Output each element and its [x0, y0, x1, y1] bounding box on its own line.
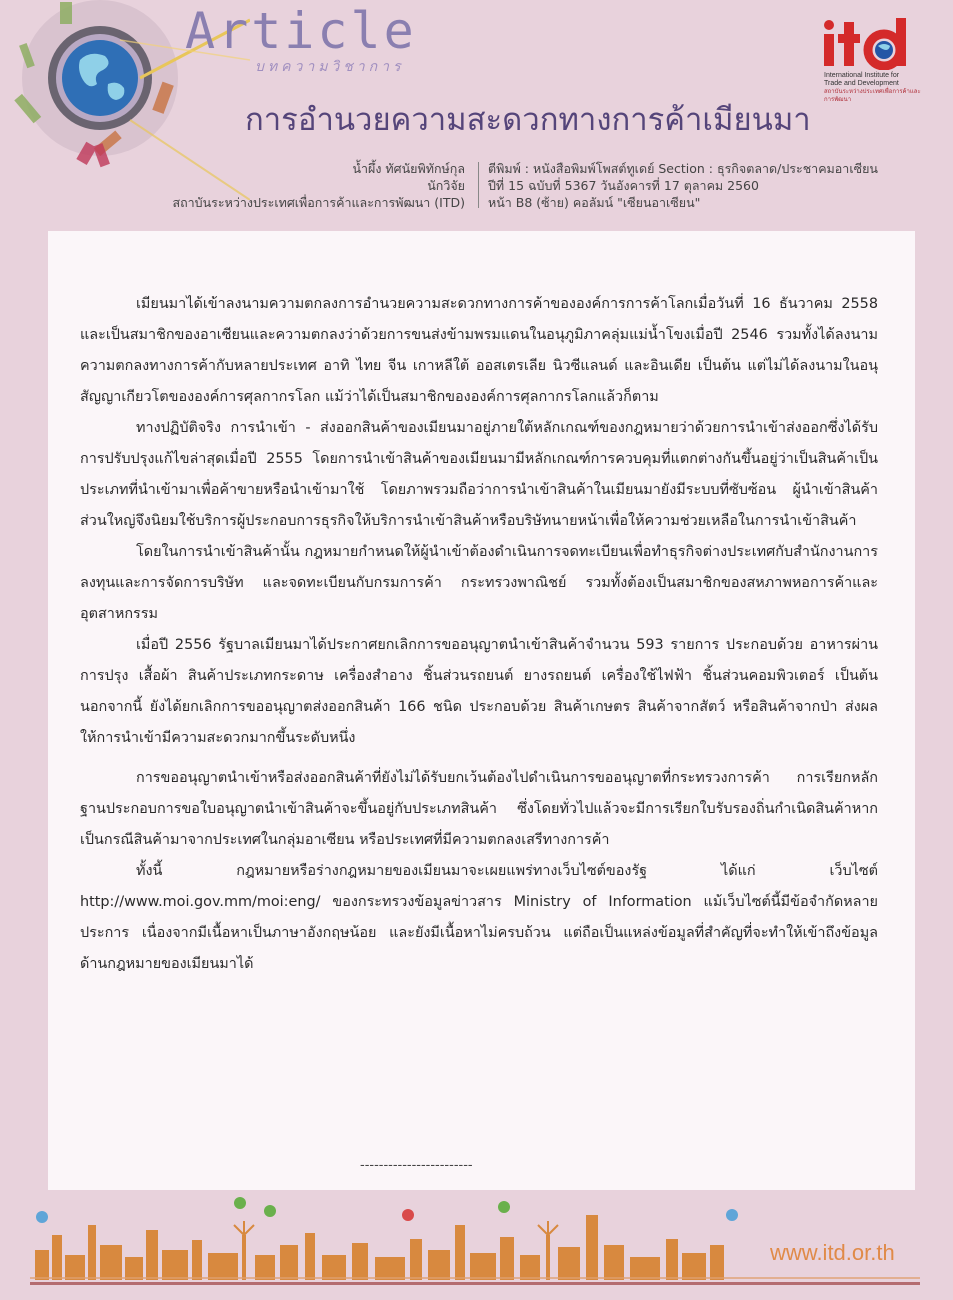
footer-website-link[interactable]: www.itd.or.th — [770, 1240, 895, 1265]
logo-caption — [824, 72, 922, 104]
itd-logo — [822, 18, 922, 103]
header-divider — [478, 162, 479, 208]
article-content — [80, 289, 878, 980]
paragraph-6: ทั้งนี้ กฎหมายหรือร่างกฎหมายของเมียนมาจะเผยแพร่ทางเว็บไซต์ของรัฐ ได้แก่ เว็บไซต์ http://www.moi.gov.mm/moi:eng/ ของกระทรวงข้อมูลข่าวสาร Ministry of Information แม้เว็บไซต์นี้มีข้อจำกัดหลายประการ เนื่องจากมีเนื้อหาเป็นภาษาอังกฤษน้อย และยังมีเนื้อหาไม่ครบถ้วน แต่ถือเป็นแหล่งข้อมูลที่สำคัญที่จะทำให้เข้าถึงข้อมูลด้านกฎหมายของเมียนมาได้ — [80, 863, 878, 972]
paragraph-4: เมื่อปี 2556 รัฐบาลเมียนมาได้ประกาศยกเลิกการขออนุญาตนำเข้าสินค้าจำนวน 593 รายการ ประกอบด้วย อาหารผ่านการปรุง เสื้อผ้า สินค้าประเภทกระดาษ เครื่องสำอาง ชิ้นส่วนรถยนต์ ยางรถยนต์ เครื่องใช้ไฟฟ้า ชิ้นส่วนคอมพิวเตอร์ เป็นต้น นอกจากนี้ ยังได้ยกเลิกการขออนุญาตส่งออกสินค้า 166 ชนิด ประกอบด้วย สินค้าเกษตร สินค้าจากสัตว์ หรือสินค้าจากป่า ส่งผลให้การนำเข้ามีความสะดวกมากขึ้นระดับหนึ่ง — [80, 637, 878, 746]
paragraph-1: เมียนมาได้เข้าลงนามความตกลงการอำนวยความสะดวกทางการค้าขององค์การการค้าโลกเมื่อวันที่ 16 ธันวาคม 2558 และเป็นสมาชิกของอาเซียนและความตกลงว่าด้วยการขนส่งข้ามพรมแดนในอนุภูมิภาคลุ่มแม่น้ำโขงเมื่อปี 2546 รวมทั้งได้ลงนามความตกลงทางการค้ากับหลายประเทศ อาทิ ไทย จีน เกาหลีใต้ ออสเตรเลีย นิวซีแลนด์ และอินเดีย เป็นต้น แต่ไม่ได้ลงนามในอนุสัญญาเกียวโตขององค์การศุลกากรโลก แม้ว่าได้เป็นสมาชิกขององค์การศุลกากรโลกแล้วก็ตาม — [80, 296, 878, 405]
footer-accent-bar — [30, 1277, 920, 1279]
paragraph-3: โดยในการนำเข้าสินค้านั้น กฎหมายกำหนดให้ผู้นำเข้าต้องดำเนินการจดทะเบียนเพื่อทำธุรกิจต่างประเทศกับสำนักงานการลงทุนและการจัดการบริษัท และจดทะเบียนกับกรมการค้า กระทรวงพาณิชย์ รวมทั้งต้องเป็นสมาชิกของสหภาพหอการค้าและอุตสาหกรรม — [80, 544, 878, 622]
publication-line-2: ปีที่ 15 ฉบับที่ 5367 วันอังคารที่ 17 ตุลาคม 2560 — [488, 178, 759, 193]
logo-caption-th: สถาบันระหว่างประเทศเพื่อการค้าและการพัฒนา — [824, 89, 921, 103]
itd-logo-mark — [822, 18, 922, 70]
author-block — [172, 160, 465, 211]
article-body-panel — [48, 231, 915, 1190]
footer-skyline-graphic — [30, 1195, 750, 1285]
logo-caption-en-1: International Institute for — [824, 72, 900, 79]
publication-block — [488, 160, 878, 211]
author-name: น้ำผึ้ง ทัศนัยพิทักษ์กุล — [352, 161, 465, 176]
article-heading: Article — [185, 2, 417, 60]
logo-caption-en-2: Trade and Development — [824, 80, 899, 87]
end-rule: ------------------------ — [360, 1158, 473, 1173]
paragraph-5: การขออนุญาตนำเข้าหรือส่งออกสินค้าที่ยังไม่ได้รับยกเว้นต้องไปดำเนินการขออนุญาตที่กระทรวงการค้า การเรียกหลักฐานประกอบการขอใบอนุญาตนำเข้าสินค้าจะขึ้นอยู่กับประเภทสินค้า ซึ่งโดยทั่วไปแล้วจะมีการเรียกใบรับรองถิ่นกำเนิดสินค้าหากเป็นกรณีสินค้ามาจากประเทศในกลุ่มอาเซียน หรือประเทศที่มีความตกลงเสรีทางการค้า — [80, 770, 878, 848]
page-title: การอำนวยความสะดวกทางการค้าเมียนมา — [245, 102, 811, 138]
author-org: สถาบันระหว่างประเทศเพื่อการค้าและการพัฒนา (ITD) — [172, 195, 465, 210]
article-subheading: บทความวิชาการ — [255, 59, 405, 75]
footer-bar — [30, 1282, 920, 1285]
publication-line-1: ตีพิมพ์ : หนังสือพิมพ์โพสต์ทูเดย์ Section : ธุรกิจตลาด/ประชาคมอาเซียน — [488, 161, 878, 176]
paragraph-2: ทางปฏิบัติจริง การนำเข้า - ส่งออกสินค้าของเมียนมาอยู่ภายใต้หลักเกณฑ์ของกฎหมายว่าด้วยการนำเข้าส่งออกซึ่งได้รับการปรับปรุงแก้ไขล่าสุดเมื่อปี 2555 โดยการนำเข้าสินค้าของเมียนมามีหลักเกณฑ์การควบคุมที่แตกต่างกันขึ้นอยู่ว่าเป็นสินค้าเป็นประเภทที่นำเข้ามาเพื่อค้าขายหรือนำเข้ามาใช้ โดยภาพรวมถือว่าการนำเข้าสินค้าในเมียนมายังมีระบบที่ซับซ้อน ผู้นำเข้าสินค้าส่วนใหญ่จึงนิยมใช้บริการผู้ประกอบการธุรกิจให้บริการนำเข้าสินค้าหรือบริษัทนายหน้าเพื่อให้ความช่วยเหลือในการนำเข้าสินค้า — [80, 420, 878, 529]
publication-line-3: หน้า B8 (ซ้าย) คอลัมน์ "เซียนอาเซียน" — [488, 195, 701, 210]
author-role: นักวิจัย — [427, 178, 465, 193]
